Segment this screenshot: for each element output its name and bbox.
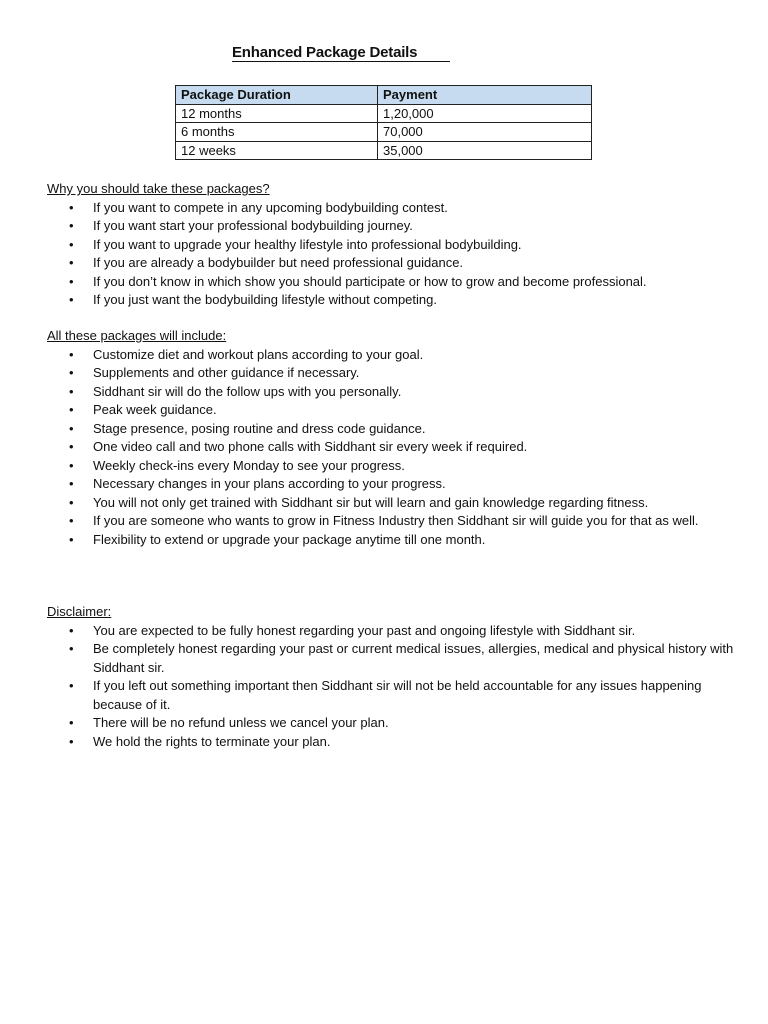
table-row [176, 123, 592, 142]
list-item-text: If you just want the bodybuilding lifestyle without competing. [93, 292, 437, 307]
bullet-icon: • [69, 383, 74, 399]
includes-section [47, 327, 737, 549]
why-section [47, 180, 737, 310]
list-item [47, 494, 737, 513]
bullet-icon: • [69, 420, 74, 436]
list-item [47, 640, 737, 677]
bullet-icon: • [69, 531, 74, 547]
list-item [47, 236, 737, 255]
list-item-text: Customize diet and workout plans according to your goal. [93, 346, 424, 362]
list-item-text: You are expected to be fully honest regarding your past and ongoing lifestyle with Siddhant sir. [93, 622, 636, 638]
list-item [47, 438, 737, 457]
list-item [47, 383, 737, 402]
list-item [47, 512, 737, 531]
list-item-text: If you want to compete in any upcoming bodybuilding contest. [93, 199, 448, 215]
list-item-text: Peak week guidance. [93, 402, 217, 417]
column-header-duration: Package Duration [176, 86, 378, 105]
list-item-text: If you left out something important then Siddhant sir will not be held accountable for any issues happening because of it. [93, 678, 702, 712]
cell-duration: 12 months [176, 104, 378, 123]
cell-payment: 70,000 [378, 123, 592, 142]
list-item [47, 346, 737, 365]
disclaimer-heading: Disclaimer: [47, 604, 112, 619]
table-header-row [176, 86, 592, 105]
list-item-text: Supplements and other guidance if necessary. [93, 365, 360, 380]
bullet-icon: • [69, 494, 74, 510]
bullet-icon: • [69, 678, 74, 693]
table-row [176, 141, 592, 160]
bullet-icon: • [69, 641, 74, 656]
list-item-text: Be completely honest regarding your past or current medical issues, allergies, medical and physical history with Siddhant sir. [93, 641, 734, 675]
includes-heading: All these packages will include: [47, 328, 227, 343]
bullet-icon: • [69, 439, 74, 454]
list-item-text: We hold the rights to terminate your plan. [93, 733, 331, 749]
list-item [47, 677, 737, 714]
list-item-text: Stage presence, posing routine and dress code guidance. [93, 420, 426, 436]
list-item [47, 420, 737, 439]
list-item [47, 733, 737, 752]
list-item-text: Flexibility to extend or upgrade your package anytime till one month. [93, 531, 486, 547]
cell-payment: 1,20,000 [378, 104, 592, 123]
bullet-icon: • [69, 346, 74, 362]
list-item [47, 457, 737, 476]
list-item [47, 291, 737, 310]
cell-payment: 35,000 [378, 141, 592, 160]
list-item [47, 714, 737, 733]
bullet-icon: • [69, 273, 74, 289]
title-underline [232, 61, 450, 62]
list-item-text: If you don’t know in which show you should participate or how to grow and become professional. [93, 273, 647, 289]
list-item-text: One video call and two phone calls with Siddhant sir every week if required. [93, 439, 528, 454]
list-item [47, 199, 737, 218]
bullet-icon: • [69, 218, 74, 233]
bullet-icon: • [69, 236, 74, 252]
bullet-icon: • [69, 457, 74, 473]
list-item [47, 531, 737, 550]
disclaimer-list [47, 622, 737, 752]
list-item-text: If you are already a bodybuilder but need professional guidance. [93, 255, 464, 270]
cell-duration: 6 months [176, 123, 378, 142]
bullet-icon: • [69, 622, 74, 638]
bullet-icon: • [69, 402, 74, 417]
list-item-text: You will not only get trained with Siddhant sir but will learn and gain knowledge regarding fitness. [93, 494, 649, 510]
bullet-icon: • [69, 476, 74, 491]
list-item-text: Siddhant sir will do the follow ups with you personally. [93, 383, 402, 399]
list-item [47, 622, 737, 641]
list-item [47, 217, 737, 236]
bullet-icon: • [69, 255, 74, 270]
bullet-icon: • [69, 365, 74, 380]
list-item-text: Weekly check-ins every Monday to see your progress. [93, 457, 405, 473]
list-item-text: Necessary changes in your plans according to your progress. [93, 476, 446, 491]
why-heading: Why you should take these packages? [47, 181, 270, 196]
bullet-icon: • [69, 292, 74, 307]
bullet-icon: • [69, 199, 74, 215]
list-item [47, 273, 737, 292]
bullet-icon: • [69, 513, 74, 528]
table-row [176, 104, 592, 123]
list-item-text: If you want start your professional bodybuilding journey. [93, 218, 413, 233]
list-item [47, 475, 737, 494]
package-table [175, 85, 592, 160]
cell-duration: 12 weeks [176, 141, 378, 160]
column-header-payment: Payment [378, 86, 592, 105]
bullet-icon: • [69, 733, 74, 749]
list-item-text: There will be no refund unless we cancel your plan. [93, 715, 389, 730]
includes-list [47, 346, 737, 550]
bullet-icon: • [69, 715, 74, 730]
disclaimer-section [47, 603, 737, 751]
list-item [47, 254, 737, 273]
why-list [47, 199, 737, 310]
page-title: Enhanced Package Details [232, 44, 418, 61]
list-item-text: If you are someone who wants to grow in Fitness Industry then Siddhant sir will guide you for that as well. [93, 513, 699, 528]
list-item [47, 401, 737, 420]
list-item [47, 364, 737, 383]
list-item-text: If you want to upgrade your healthy lifestyle into professional bodybuilding. [93, 236, 522, 252]
